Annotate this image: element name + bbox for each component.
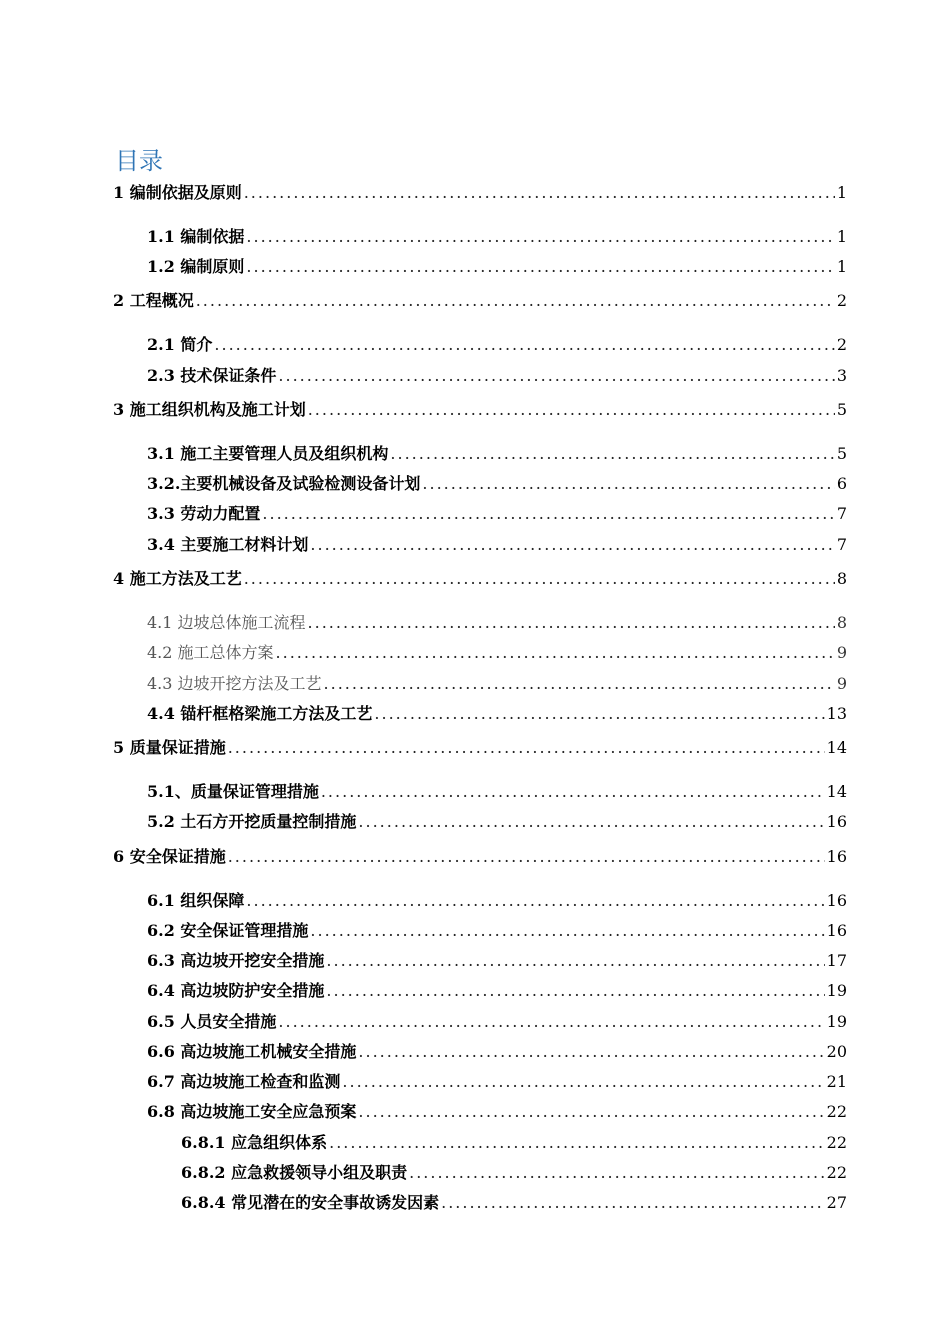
toc-entry-3-1[interactable] [147, 443, 847, 465]
toc-entry-label: 6.5 人员安全措施 [147, 1012, 277, 1031]
toc-leader-dots [244, 182, 835, 204]
toc-leader-dots [326, 950, 824, 972]
toc-entry-label: 6.4 高边坡防护安全措施 [147, 981, 325, 1000]
toc-leader-dots [321, 781, 825, 803]
toc-leader-dots [409, 1162, 825, 1184]
toc-entry-2-3[interactable] [147, 365, 847, 387]
toc-page-number: 19 [826, 1012, 847, 1031]
toc-entry-6-8[interactable] [147, 1101, 847, 1123]
toc-entry-6-5[interactable] [147, 1011, 847, 1033]
toc-title: 目录 [115, 147, 163, 175]
toc-entry-2-1[interactable] [147, 334, 847, 356]
toc-entry-6-8-4[interactable] [181, 1192, 847, 1214]
toc-entry-label: 4.1 边坡总体施工流程 [147, 613, 306, 632]
toc-entry-4-3[interactable] [147, 673, 847, 695]
toc-entry-6-1[interactable] [147, 890, 847, 912]
toc-page-number: 22 [826, 1163, 847, 1182]
toc-page-number: 9 [836, 674, 847, 693]
toc-page-number: 8 [836, 613, 847, 632]
toc-page-number: 3 [836, 366, 847, 385]
toc-entry-label: 2.3 技术保证条件 [147, 366, 277, 385]
toc-page-number: 5 [836, 444, 847, 463]
toc-entry-6-3[interactable] [147, 950, 847, 972]
toc-leader-dots [246, 890, 824, 912]
toc-entry-5[interactable] [113, 737, 847, 759]
toc-leader-dots [358, 1101, 824, 1123]
toc-entry-label: 3.4 主要施工材料计划 [147, 535, 309, 554]
toc-leader-dots [342, 1071, 824, 1093]
toc-entry-label: 2 工程概况 [113, 291, 194, 310]
toc-leader-dots [262, 503, 834, 525]
toc-leader-dots [358, 811, 824, 833]
toc-leader-dots [329, 1132, 825, 1154]
toc-entry-label: 5.2 土石方开挖质量控制措施 [147, 812, 357, 831]
toc-entry-6-7[interactable] [147, 1071, 847, 1093]
toc-leader-dots [278, 1011, 824, 1033]
toc-entry-label: 3 施工组织机构及施工计划 [113, 400, 306, 419]
toc-page-number: 7 [836, 535, 847, 554]
toc-page-number: 14 [826, 782, 847, 801]
toc-entry-label: 6.2 安全保证管理措施 [147, 921, 309, 940]
toc-page-number: 20 [826, 1042, 847, 1061]
toc-entry-label: 3.2.主要机械设备及试验检测设备计划 [147, 474, 421, 493]
toc-page-number: 17 [826, 951, 847, 970]
toc-page-number: 27 [826, 1193, 847, 1212]
toc-entry-4-4[interactable] [147, 703, 847, 725]
toc-entry-3-4[interactable] [147, 534, 847, 556]
toc-entry-label: 3.3 劳动力配置 [147, 504, 261, 523]
toc-entry-label: 4.3 边坡开挖方法及工艺 [147, 674, 322, 693]
toc-page-number: 22 [826, 1133, 847, 1152]
toc-page-number: 14 [826, 738, 847, 757]
toc-leader-dots [310, 534, 834, 556]
toc-entry-4-1[interactable] [147, 612, 847, 634]
toc-entry-label: 2.1 简介 [147, 335, 213, 354]
toc-leader-dots [422, 473, 834, 495]
toc-entry-label: 5.1、质量保证管理措施 [147, 782, 319, 801]
toc-entry-1-1[interactable] [147, 226, 847, 248]
toc-leader-dots [278, 365, 834, 387]
toc-page-number: 22 [826, 1102, 847, 1121]
toc-leader-dots [228, 737, 825, 759]
toc-leader-dots [246, 226, 834, 248]
toc-leader-dots [358, 1041, 824, 1063]
toc-entry-6-8-2[interactable] [181, 1162, 847, 1184]
toc-page-number: 16 [826, 921, 847, 940]
toc-entry-label: 3.1 施工主要管理人员及组织机构 [147, 444, 389, 463]
toc-entry-1-2[interactable] [147, 256, 847, 278]
toc-entry-label: 6.8.1 应急组织体系 [181, 1133, 328, 1152]
toc-entry-6[interactable] [113, 846, 847, 868]
toc-leader-dots [276, 642, 835, 664]
toc-entry-2[interactable] [113, 290, 847, 312]
toc-entry-5-1[interactable] [147, 781, 847, 803]
toc-entry-1[interactable] [113, 182, 847, 204]
toc-page-number: 16 [826, 812, 847, 831]
toc-leader-dots [244, 568, 835, 590]
toc-leader-dots [310, 920, 824, 942]
toc-entry-6-2[interactable] [147, 920, 847, 942]
toc-leader-dots [374, 703, 824, 725]
toc-leader-dots [196, 290, 835, 312]
toc-entry-label: 1.1 编制依据 [147, 227, 245, 246]
toc-entry-4[interactable] [113, 568, 847, 590]
toc-page-number: 16 [826, 891, 847, 910]
toc-entry-3-3[interactable] [147, 503, 847, 525]
toc-leader-dots [228, 846, 825, 868]
toc-leader-dots [308, 612, 835, 634]
toc-entry-label: 6.6 高边坡施工机械安全措施 [147, 1042, 357, 1061]
toc-leader-dots [441, 1192, 825, 1214]
toc-entry-label: 6.7 高边坡施工检查和监测 [147, 1072, 341, 1091]
toc-entry-label: 4.2 施工总体方案 [147, 643, 274, 662]
toc-entry-3-2[interactable] [147, 473, 847, 495]
toc-leader-dots [308, 399, 835, 421]
toc-entry-label: 5 质量保证措施 [113, 738, 226, 757]
toc-leader-dots [246, 256, 834, 278]
toc-page-number: 2 [836, 335, 847, 354]
toc-entry-label: 6.8.4 常见潜在的安全事故诱发因素 [181, 1193, 440, 1212]
toc-entry-label: 6 安全保证措施 [113, 847, 226, 866]
toc-leader-dots [390, 443, 834, 465]
toc-leader-dots [326, 980, 824, 1002]
toc-leader-dots [214, 334, 834, 356]
toc-entry-4-2[interactable] [147, 642, 847, 664]
toc-entry-label: 6.8.2 应急救援领导小组及职责 [181, 1163, 408, 1182]
toc-entry-label: 6.8 高边坡施工安全应急预案 [147, 1102, 357, 1121]
toc-entry-label: 4 施工方法及工艺 [113, 569, 242, 588]
toc-page-number: 1 [836, 183, 847, 202]
toc-entry-label: 6.1 组织保障 [147, 891, 245, 910]
toc-entry-label: 6.3 高边坡开挖安全措施 [147, 951, 325, 970]
toc-entry-6-6[interactable] [147, 1041, 847, 1063]
toc-entry-6-4[interactable] [147, 980, 847, 1002]
toc-page-number: 1 [836, 227, 847, 246]
toc-page-number: 16 [826, 847, 847, 866]
toc-entry-label: 1 编制依据及原则 [113, 183, 242, 202]
toc-page-number: 13 [826, 704, 847, 723]
toc-leader-dots [324, 673, 835, 695]
toc-page-number: 1 [836, 257, 847, 276]
toc-page-number: 8 [836, 569, 847, 588]
toc-page-number: 19 [826, 981, 847, 1000]
toc-entry-3[interactable] [113, 399, 847, 421]
toc-page-number: 6 [836, 474, 847, 493]
toc-page-number: 5 [836, 400, 847, 419]
toc-entry-label: 4.4 锚杆框格梁施工方法及工艺 [147, 704, 373, 723]
toc-page-number: 21 [826, 1072, 847, 1091]
toc-entry-6-8-1[interactable] [181, 1132, 847, 1154]
toc-page-number: 9 [836, 643, 847, 662]
toc-page-number: 2 [836, 291, 847, 310]
toc-page-number: 7 [836, 504, 847, 523]
toc-entry-label: 1.2 编制原则 [147, 257, 245, 276]
toc-entry-5-2[interactable] [147, 811, 847, 833]
